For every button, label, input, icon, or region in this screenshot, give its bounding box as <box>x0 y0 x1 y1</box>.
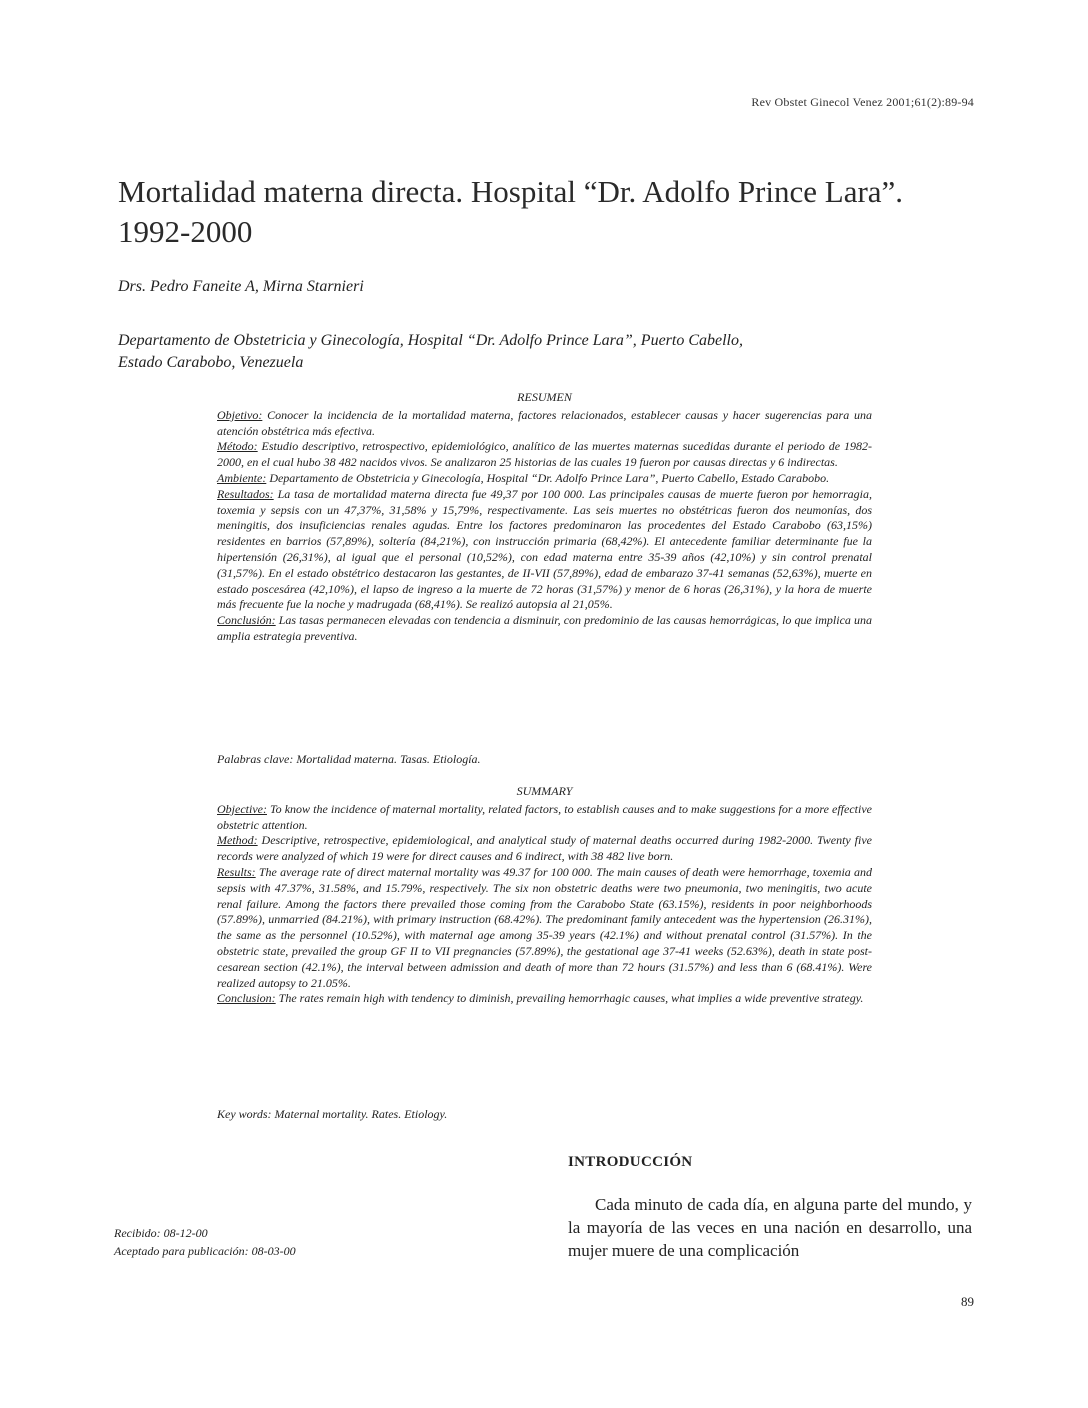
resumen-conclusion <box>217 613 872 645</box>
method-text: Descriptive, retrospective, epidemiological, and analytical study of maternal deaths occurred during 1982-2000. Twenty five records were analyzed of which 19 were for direct causes and 6 indirect, with 38 482 live born. <box>217 833 872 864</box>
resumen-abstract <box>217 390 872 645</box>
summary-heading: SUMMARY <box>516 784 573 798</box>
key-words: Key words: Maternal mortality. Rates. Etiology. <box>217 1107 448 1121</box>
ambiente-label: Ambiente: <box>217 470 267 485</box>
received-date: Recibido: 08-12-00 <box>114 1226 208 1240</box>
method-label: Method: <box>217 833 258 848</box>
summary-abstract <box>217 784 872 1007</box>
conclusion-text-es: Las tasas permanecen elevadas con tendencia a disminuir, con predominio de las causas hemorrágicas, lo que implica una amplia estrategia preventiva. <box>217 613 872 643</box>
accepted-date: Aceptado para publicación: 08-03-00 <box>114 1244 296 1258</box>
objective-text: To know the incidence of maternal mortality, related factors, to establish causes and to make suggestions for a more effective obstetric attention. <box>217 801 872 832</box>
resumen-heading: RESUMEN <box>517 390 572 404</box>
article-title-line-1: Mortalidad materna directa. Hospital “Dr. Adolfo Prince Lara”. <box>118 174 904 209</box>
palabras-clave: Palabras clave: Mortalidad materna. Tasas. Etiología. <box>217 752 481 766</box>
article-title <box>118 172 978 252</box>
authors: Drs. Pedro Faneite A, Mirna Starnieri <box>118 278 364 295</box>
metodo-text: Estudio descriptivo, retrospectivo, epidemiológico, analítico de las muertes maternas sucedidas durante el periodo de 1982-2000, en el cual hubo 38 482 nacidos vivos. Se analizaron 25 historias de las cuales 19 fueron por causas directas y 6 indirectas. <box>217 439 872 470</box>
journal-reference: Rev Obstet Ginecol Venez 2001;61(2):89-94 <box>751 95 974 109</box>
resumen-objetivo <box>217 408 872 440</box>
metodo-label: Método: <box>217 439 258 454</box>
objective-label: Objective: <box>217 801 267 816</box>
objetivo-label: Objetivo: <box>217 407 263 422</box>
results-label: Results: <box>217 864 256 879</box>
summary-objective <box>217 802 872 834</box>
affiliation-line-1: Departamento de Obstetricia y Ginecología, Hospital “Dr. Adolfo Prince Lara”, Puerto Cabello, <box>118 332 743 349</box>
conclusion-text-en: The rates remain high with tendency to diminish, prevailing hemorrhagic causes, what implies a wide preventive strategy. <box>275 991 864 1006</box>
conclusion-label-es: Conclusión: <box>217 613 276 628</box>
submission-dates <box>114 1224 296 1260</box>
resumen-ambiente <box>217 471 872 487</box>
affiliation <box>118 330 938 374</box>
resumen-metodo <box>217 439 872 471</box>
article-title-line-2: 1992-2000 <box>118 214 253 249</box>
results-text: The average rate of direct maternal mortality was 49.37 for 100 000. The main causes of death were hemorrhage, toxemia and sepsis with 47.37%, 31.58%, and 15.79%, respectively. The six non obstetric deaths were two pneumonia, two meningitis, two acute renal failure. Among the factors there prevailed those coming from the Carabobo State (63.15%), residents in poor neighborhoods (57.89%), unmarried (84.21%), with primary instruction (68.42%). The predominant family antecedent was the hypertension (26.31%), the same as the personnel (10.52%), with maternal age among 35-39 years (42.1%) and without prenatal control (31.57%). In the obstetric state, prevailed the group GF II to VII pregnancies (57.89%), the gestational age 37-41 weeks (52.63%), death in state post-cesarean section (42.1%), the interval between admission and death of more than 72 hours (31.57%) and less than 6 (68.41%). Were realized autopsy to 21.05%. <box>217 864 872 990</box>
resultados-text: La tasa de mortalidad materna directa fue 49,37 por 100 000. Las principales causas de muerte fueron por hemorragia, toxemia y sepsis con un 47,37%, 31,58% y 15,79%, respectivamente. Las seis muertes no obstétricas fueron dos neumonías, dos meningitis, dos insuficiencias renales agudas. Entre los factores predominaron las procedentes del Estado Carabobo (63,15%) residentes en barrios (57,89%), soltería (84,21%), con instrucción primaria (68,42%). El antecedente familiar determinante fue la hipertensión (26,31%), al igual que el personal (10,52%), con edad materna entre 35-39 años (42,10%) y sin control prenatal (31,57%). En el estado obstétrico destacaron las gestantes, de II-VII (57,89%), edad de embarazo 37-41 semanas (52,63%), muerte en estado poscesárea (42,10%), el lapso de ingreso a la muerte de 72 horas (31,57%) y menor de 6 horas (26,31%), y la hora de muerte más frecuente fue la noche y madrugada (68,41%). Se realizó autopsia al 21,05%. <box>217 486 872 612</box>
resultados-label: Resultados: <box>217 486 274 501</box>
introduction-heading: INTRODUCCIÓN <box>568 1154 693 1170</box>
resumen-resultados <box>217 487 872 613</box>
affiliation-line-2: Estado Carabobo, Venezuela <box>118 354 304 371</box>
page-number: 89 <box>961 1294 974 1309</box>
ambiente-text: Departamento de Obstetricia y Ginecología, Hospital “Dr. Adolfo Prince Lara”, Puerto Cabello, Estado Carabobo. <box>266 470 830 485</box>
summary-method <box>217 833 872 865</box>
conclusion-label-en: Conclusion: <box>217 991 276 1006</box>
objetivo-text: Conocer la incidencia de la mortalidad materna, factores relacionados, establecer causas y hacer sugerencias para una atención obstétrica más efectiva. <box>217 407 872 438</box>
introduction-text: Cada minuto de cada día, en alguna parte del mundo, y la mayoría de las veces en una nación en desarrollo, una mujer muere de una complicación <box>568 1195 972 1260</box>
summary-results <box>217 865 872 991</box>
summary-conclusion <box>217 991 872 1007</box>
